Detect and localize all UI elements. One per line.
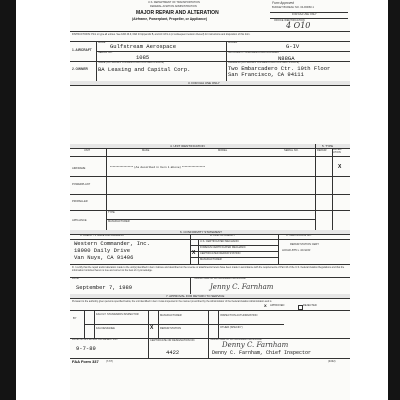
option-inspection-authorization: INSPECTION AUTHORIZATION	[220, 314, 258, 317]
airframe-description: ***************** (As described in Item 1 above) *****************	[110, 165, 206, 169]
col-unit: UNIT	[84, 149, 91, 152]
aircraft-model: G-IV	[286, 43, 300, 50]
certificate-no-label: C. CERTIFICATE NO.	[286, 234, 312, 237]
section-3-label: 3. FOR FAA USE ONLY	[188, 81, 220, 85]
section-6-label: 6. CONFORMITY STATEMENT	[180, 230, 223, 234]
col-repair: REPAIR	[317, 149, 327, 152]
certificate-line-1: REPAIR STATION CERT.	[290, 243, 320, 246]
agency-name: Western Commander, Inc.	[74, 240, 150, 247]
approval-signature-label: SIGNATURE OF AUTHORIZED INDIVIDUAL	[210, 338, 262, 341]
kind-option-3: CERTIFICATED REPAIR STATION	[200, 252, 241, 255]
col-alteration: ALTER-ATION	[333, 148, 343, 154]
repair-station-mark: X	[150, 325, 154, 331]
col-serial: SERIAL NO.	[284, 149, 299, 152]
row-propeller: PROPELLER	[72, 200, 88, 203]
option-other: OTHER (SPECIFY)	[220, 326, 243, 329]
agency-name-label: A. AGENCY'S NAME AND ADDRESS	[80, 234, 124, 237]
office-identification-value: 4 O10	[286, 21, 311, 30]
agency-address-line-2: Van Nuys, CA 91406	[74, 254, 134, 261]
airframe-described-note: (As described in Item 1 above)	[134, 165, 181, 169]
conformity-statement: D. I certify that the repair and/or alteration made to the unit(s) identified in item 4 above and described on the reverse or attachments hereto have been made in accordance with the requirements of Part 43 of the U.S. Federal Aviation Regulations and that the information furnished herein is true and correct to the best of my knowledge.	[72, 266, 345, 273]
kind-option-2: FOREIGN CERTIFICATED MECHANIC	[200, 246, 246, 249]
aircraft-serial: 1085	[136, 54, 150, 61]
conformity-signature: Jenny C. Farnham	[210, 283, 274, 291]
section-5-label: 5. TYPE	[322, 144, 334, 148]
section-7-label: 7. APPROVAL FOR RETURN TO SERVICE	[166, 294, 225, 298]
agency-line-2: FEDERAL AVIATION ADMINISTRATION	[150, 5, 197, 8]
row-airframe: AIRFRAME	[72, 167, 86, 170]
form-approved: Form Approved	[272, 1, 294, 5]
owner-name-label: NAME (AS SHOWN ON REGISTRATION CERTIFICATE)	[98, 61, 165, 64]
scan-border-right	[388, 0, 400, 400]
kind-selected-mark: X	[192, 250, 196, 256]
form-title: MAJOR REPAIR AND ALTERATION	[136, 10, 219, 16]
approval-by-label: BY	[73, 317, 77, 320]
form-number: FAA Form 337	[72, 359, 99, 364]
make-label: MAKE	[98, 41, 106, 44]
row-appliance: APPLIANCE	[72, 219, 87, 222]
col-model: MODEL	[218, 149, 228, 152]
registration-label: NATIONALITY AND REGISTRATION MARK	[228, 51, 280, 54]
section-2-label: 2. OWNER	[72, 67, 88, 71]
appliance-manufacturer-label: MANUFACTURER	[108, 220, 130, 223]
serial-label: SERIAL NO.	[98, 51, 113, 54]
rejected-label: REJECTED	[303, 304, 317, 307]
row-powerplant: POWERPLANT	[72, 183, 91, 186]
col-make: MAKE	[142, 149, 150, 152]
agency-address-line-1: 18900 Daily Drive	[74, 247, 131, 254]
approval-date: 9-7-89	[76, 345, 96, 352]
owner-address-line-1: Two Embarcadero Ctr. 10th Floor	[228, 65, 331, 72]
form-code: (4332)	[328, 360, 336, 363]
budget-bureau-no: BUDGET BUREAU NO. 04-R0060.1	[272, 6, 314, 9]
airframe-alteration-mark: X	[338, 164, 342, 170]
conformity-signature-label: SIGNATURE OF AUTHORIZED INDIVIDUAL	[194, 277, 246, 280]
faa-use-only-label: FOR FAA USE ONLY	[292, 13, 317, 16]
conformity-date: September 7, 1989	[76, 284, 133, 291]
approval-cert-label: CERTIFICATE OR DESIGNATION NO.	[150, 339, 196, 342]
approval-signature: Denny C. Farnham	[222, 341, 289, 349]
kind-option-1: U.S. CERTIFICATED MECHANIC	[200, 240, 239, 243]
form-subtitle: (Airframe, Powerplant, Propeller, or Appliance)	[132, 17, 208, 21]
section-1-label: 1. AIRCRAFT	[72, 48, 92, 52]
option-faa-inspector: FAA FLT. STANDARDS INSPECTOR	[96, 313, 139, 316]
office-identification-label: OFFICE IDENTIFICATION	[274, 19, 305, 22]
conformity-date-label: DATE	[72, 277, 79, 280]
instructions: INSTRUCTIONS: Print or type all entries. See FAR 43.9, FAR 43 Appendix B, and AC 43.9-1 (or subsequent revision thereof) for instructions and disposition of this form.	[72, 33, 251, 36]
approval-text: Pursuant to the authority given persons specified below, the unit identified in item 4 was inspected in the manner prescribed by the Administrator of the Federal Aviation Administration and is	[72, 300, 272, 303]
agency-line-1: U.S. DEPARTMENT OF TRANSPORTATION	[148, 1, 200, 4]
option-repair-station: REPAIR STATION	[160, 327, 182, 330]
kind-option-4: MANUFACTURER	[200, 258, 222, 261]
appliance-type-label: TYPE	[108, 211, 115, 214]
approval-printed-name: Denny C. Farnham, Chief Inspector	[212, 350, 312, 356]
owner-name: BA Leasing and Capital Corp.	[98, 66, 191, 73]
registration-mark: N88GA	[278, 55, 295, 62]
form-revision: (7-67)	[106, 360, 113, 363]
owner-address-label: ADDRESS (AS SHOWN ON REGISTRATION CERTIFICATE)	[228, 61, 300, 64]
section-4-label: 4. UNIT IDENTIFICATION	[170, 144, 205, 148]
certificate-line-2: AOGR-875 L 4C/LFR	[282, 248, 311, 252]
aircraft-make: Gulfstream Aerospace	[110, 43, 177, 50]
approval-cert-no: 4422	[166, 349, 180, 356]
option-faa-designee: FAA DESIGNEE	[96, 327, 115, 330]
approval-date-label: DATE OF APPROVAL OR REJECTION	[72, 338, 118, 341]
faa-form-337	[70, 0, 350, 400]
approved-label: APPROVED	[270, 304, 285, 307]
owner-address-line-2: San Francisco, CA 94111	[228, 71, 304, 78]
model-label: MODEL	[228, 41, 238, 44]
kind-of-agency-label: B. KIND OF AGENCY	[210, 234, 236, 237]
scan-border-left	[0, 0, 16, 400]
option-manufacturer: MANUFACTURER	[160, 314, 182, 317]
approved-mark: X	[264, 303, 267, 308]
